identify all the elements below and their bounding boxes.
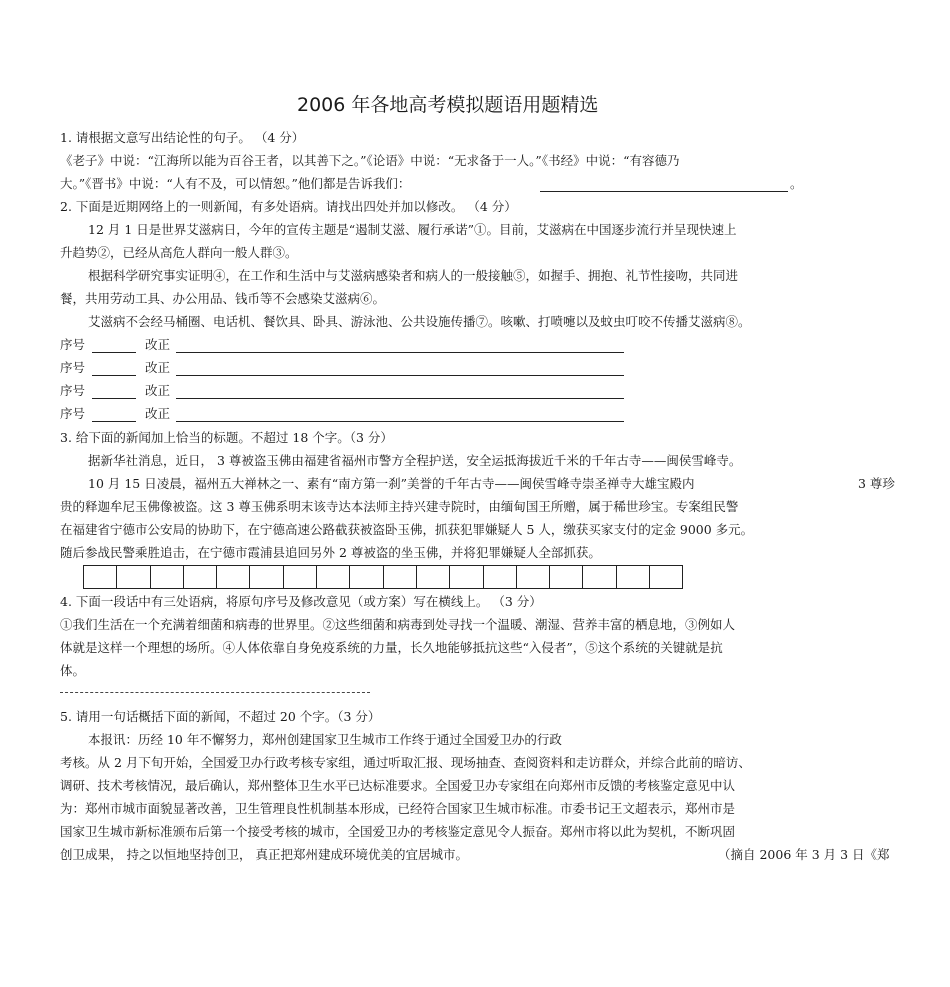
q1-line: 大。”《晋书》中说：“人有不及，可以情恕。”他们都是告诉我们：: [60, 176, 411, 191]
seq-label: 序号: [60, 360, 86, 375]
q3-line: 据新华社消息，近日， 3 尊被盗玉佛由福建省福州市警方全程护送，安全运抵海拔近千米的千年古寺——闽侯雪峰寺。: [88, 453, 742, 468]
grid-cell[interactable]: [217, 566, 250, 588]
grid-cell[interactable]: [384, 566, 417, 588]
fix-label: 改正: [145, 383, 171, 398]
q2-paragraph: 升趋势②，已经从高危人群向一般人群③。: [60, 245, 298, 260]
page-title: 2006 年各地高考模拟题语用题精选: [297, 94, 599, 116]
q3-line: 10 月 15 日凌晨，福州五大禅林之一、素有“南方第一刹”美誉的千年古寺——闽侯雪峰寺崇圣禅寺大雄宝殿内: [88, 476, 695, 491]
q4-line: 体。: [60, 663, 86, 678]
q2-paragraph: 艾滋病不会经马桶圈、电话机、餐饮具、卧具、游泳池、公共设施传播⑦。咳嗽、打喷嚏以及蚊虫叮咬不传播艾滋病⑧。: [88, 314, 751, 329]
q5-line: 考核。从 2 月下旬开始，全国爱卫办行政考核专家组，通过听取汇报、现场抽查、查阅资料和走访群众，并综合此前的暗访、: [60, 755, 751, 770]
grid-cell[interactable]: [350, 566, 383, 588]
fix-input[interactable]: [176, 420, 624, 422]
q4-heading: 4. 下面一段话中有三处语病，将原句序号及修改意见（或方案）写在横线上。 （3 分）: [60, 594, 542, 609]
q3-line: 贵的释迦牟尼玉佛像被盗。这 3 尊玉佛系明末该寺达本法师主持兴建寺院时，由缅甸国王所赠，属于稀世珍宝。专案组民警: [60, 499, 739, 514]
seq-input[interactable]: [92, 397, 136, 399]
grid-cell[interactable]: [117, 566, 150, 588]
grid-cell[interactable]: [617, 566, 650, 588]
grid-cell[interactable]: [417, 566, 450, 588]
q2-heading: 2. 下面是近期网络上的一则新闻，有多处语病。请找出四处并加以修改。 （4 分）: [60, 199, 517, 214]
q5-line: 调研、技术考核情况，最后确认，郑州整体卫生水平已达标准要求。全国爱卫办专家组在向郑州市反馈的考核鉴定意见中认: [60, 778, 736, 793]
q1-end-mark: 。: [790, 176, 803, 191]
grid-cell[interactable]: [184, 566, 217, 588]
fix-input[interactable]: [176, 374, 624, 376]
q5-line: 国家卫生城市新标准颁布后第一个接受考核的城市，全国爱卫办的考核鉴定意见令人振奋。郑州市将以此为契机，不断巩固: [60, 824, 736, 839]
q3-heading: 3. 给下面的新闻加上恰当的标题。不超过 18 个字。（3 分）: [60, 430, 393, 445]
grid-cell[interactable]: [284, 566, 317, 588]
seq-input[interactable]: [92, 420, 136, 422]
fix-label: 改正: [145, 406, 171, 421]
grid-cell[interactable]: [583, 566, 616, 588]
seq-label: 序号: [60, 406, 86, 421]
grid-cell[interactable]: [550, 566, 583, 588]
q1-answer-line[interactable]: [540, 190, 788, 192]
q1-heading: 1. 请根据文意写出结论性的句子。 （4 分）: [60, 130, 305, 145]
q5-line: 为：郑州市城市面貌显著改善，卫生管理良性机制基本形成，已经符合国家卫生城市标准。市委书记王文超表示，郑州市是: [60, 801, 736, 816]
q3-line: 随后参战民警乘胜追击，在宁德市霞浦县追回另外 2 尊被盗的坐玉佛，并将犯罪嫌疑人全部抓获。: [60, 545, 601, 560]
q5-line: 本报讯：历经 10 年不懈努力，郑州创建国家卫生城市工作终于通过全国爱卫办的行政: [88, 732, 562, 747]
fix-label: 改正: [145, 337, 171, 352]
dashed-answer-line: [60, 692, 370, 693]
q5-heading: 5. 请用一句话概括下面的新闻，不超过 20 个字。（3 分）: [60, 709, 381, 724]
grid-cell[interactable]: [84, 566, 117, 588]
grid-cell[interactable]: [151, 566, 184, 588]
q4-line: 体就是这样一个理想的场所。④人体依靠自身免疫系统的力量，长久地能够抵抗这些“入侵者”，⑤这个系统的关键就是抗: [60, 640, 723, 655]
seq-input[interactable]: [92, 374, 136, 376]
grid-cell[interactable]: [650, 566, 683, 588]
grid-cell[interactable]: [450, 566, 483, 588]
grid-cell[interactable]: [517, 566, 550, 588]
seq-label: 序号: [60, 337, 86, 352]
grid-cell[interactable]: [484, 566, 517, 588]
q1-line: 《老子》中说：“江海所以能为百谷王者，以其善下之。”《论语》中说：“无求备于一人。”《书经》中说：“有容德乃: [60, 153, 680, 168]
q2-paragraph: 根据科学研究事实证明④，在工作和生活中与艾滋病感染者和病人的一般接触⑤，如握手、拥抱、礼节性接吻，共同进: [88, 268, 739, 283]
q2-paragraph: 餐，共用劳动工具、办公用品、钱币等不会感染艾滋病⑥。: [60, 291, 386, 306]
fix-input[interactable]: [176, 351, 624, 353]
title-answer-grid[interactable]: [83, 565, 683, 589]
fix-input[interactable]: [176, 397, 624, 399]
q4-line: ①我们生活在一个充满着细菌和病毒的世界里。②这些细菌和病毒到处寻找一个温暖、潮湿、营养丰富的栖息地，③例如人: [60, 617, 736, 632]
q5-source: （摘自 2006 年 3 月 3 日《郑: [718, 847, 890, 862]
seq-label: 序号: [60, 383, 86, 398]
fix-label: 改正: [145, 360, 171, 375]
grid-cell[interactable]: [317, 566, 350, 588]
seq-input[interactable]: [92, 351, 136, 353]
q2-paragraph: 12 月 1 日是世界艾滋病日，今年的宣传主题是“遏制艾滋、履行承诺”①。目前，艾滋病在中国逐步流行并呈现快速上: [88, 222, 737, 237]
q3-line: 在福建省宁德市公安局的协助下，在宁德高速公路截获被盗卧玉佛，抓获犯罪嫌疑人 5 人，缴获买家支付的定金 9000 多元。: [60, 522, 754, 537]
q3-line: 3 尊珍: [858, 476, 895, 491]
grid-cell[interactable]: [250, 566, 283, 588]
q5-line: 创卫成果， 持之以恒地坚持创卫， 真正把郑州建成环境优美的宜居城市。: [60, 847, 468, 862]
